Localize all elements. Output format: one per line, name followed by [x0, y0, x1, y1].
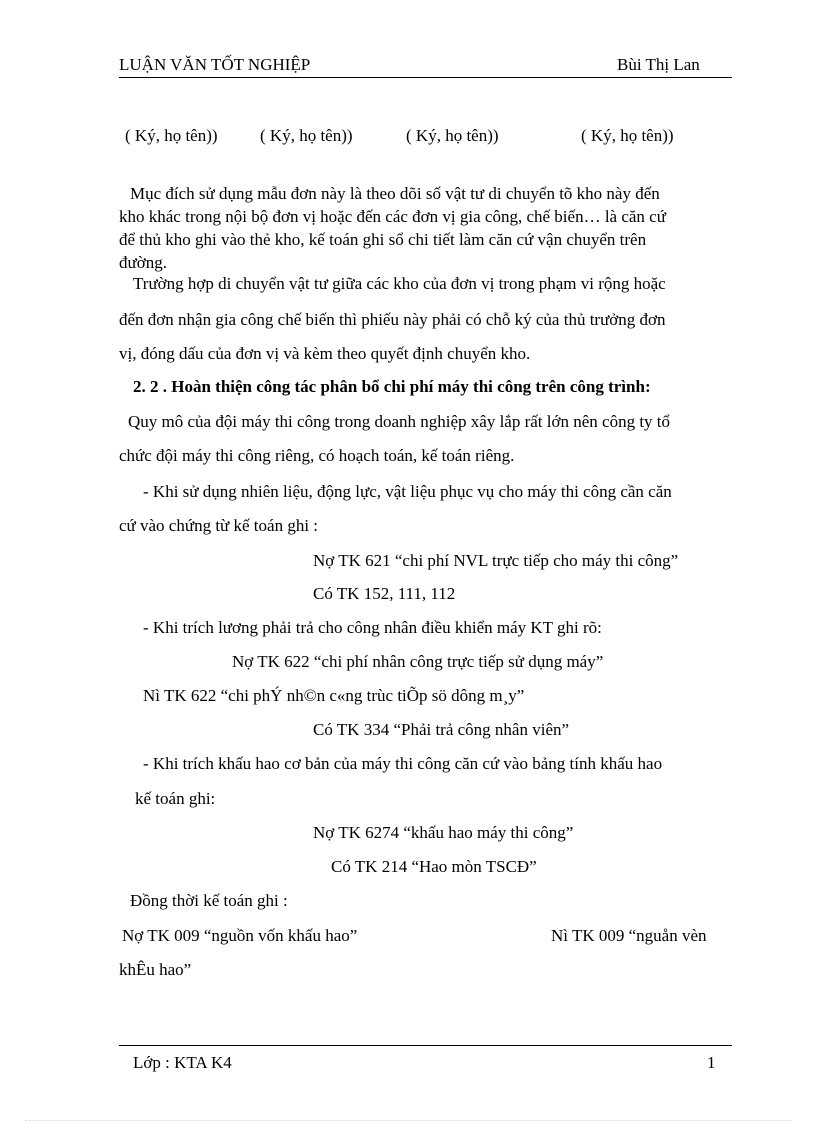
- footer-class: Lớp : KTA K4: [133, 1053, 232, 1072]
- footer-rule: [119, 1045, 732, 1046]
- paragraph-line: để thủ kho ghi vào thẻ kho, kế toán ghi sổ chi tiết làm căn cứ vận chuyển trên: [119, 230, 647, 249]
- journal-debit: Nợ TK 621 “chi phí NVL trực tiếp cho máy thi công”: [313, 551, 679, 570]
- journal-debit: Nợ TK 6274 “khấu hao máy thi công”: [313, 823, 574, 842]
- header-rule: [119, 77, 732, 78]
- signature-placeholder: ( Ký, họ tên)): [125, 126, 218, 145]
- signature-placeholder: ( Ký, họ tên)): [406, 126, 499, 145]
- paragraph-line: đường.: [119, 253, 167, 272]
- journal-debit-garbled: Nì TK 622 “chi phÝ nh©n c«ng trùc tiÕp sö dông m¸y”: [143, 686, 525, 705]
- journal-credit: Có TK 214 “Hao mòn TSCĐ”: [331, 857, 537, 876]
- paragraph-line: - Khi trích khấu hao cơ bản của máy thi công căn cứ vào bảng tính khấu hao: [143, 754, 663, 773]
- section-heading: 2. 2 . Hoàn thiện công tác phân bổ chi phí máy thi công trên công trình:: [133, 377, 651, 396]
- page-number: 1: [707, 1053, 716, 1072]
- journal-debit-garbled-cont: khÊu hao”: [119, 960, 192, 979]
- paragraph-line: cứ vào chứng từ kế toán ghi :: [119, 516, 319, 535]
- paragraph-line: Mục đích sử dụng mẫu đơn này là theo dõi số vật tư di chuyển tõ kho này đến: [130, 184, 660, 203]
- journal-credit: Có TK 152, 111, 112: [313, 584, 456, 603]
- paragraph-line: - Khi sử dụng nhiên liệu, động lực, vật liệu phục vụ cho máy thi công cần căn: [143, 482, 672, 501]
- signature-placeholder: ( Ký, họ tên)): [260, 126, 353, 145]
- paragraph-line: Trường hợp di chuyển vật tư giữa các kho của đơn vị trong phạm vi rộng hoặc: [133, 274, 666, 293]
- paragraph-line: kho khác trong nội bộ đơn vị hoặc đến các đơn vị gia công, chế biến… là căn cứ: [119, 207, 666, 226]
- paragraph-line: kế toán ghi:: [135, 789, 216, 808]
- header-title: LUẬN VĂN TỐT NGHIỆP: [119, 55, 311, 74]
- signature-placeholder: ( Ký, họ tên)): [581, 126, 674, 145]
- journal-debit: Nợ TK 009 “nguồn vốn khấu hao”: [122, 926, 358, 945]
- paragraph-line: đến đơn nhận gia công chế biến thì phiếu này phải có chỗ ký của thủ trưởng đơn: [119, 310, 666, 329]
- header-author: Bùi Thị Lan: [617, 55, 700, 74]
- paragraph-line: chức đội máy thi công riêng, có hoạch toán, kế toán riêng.: [119, 446, 515, 465]
- paragraph-line: Đồng thời kế toán ghi :: [130, 891, 288, 910]
- journal-debit: Nợ TK 622 “chi phí nhân công trực tiếp sử dụng máy”: [232, 652, 604, 671]
- page-edge-divider: [25, 1120, 791, 1121]
- journal-credit: Có TK 334 “Phải trả công nhân viên”: [313, 720, 570, 739]
- journal-debit-garbled: Nì TK 009 “nguån vèn: [551, 926, 707, 945]
- paragraph-line: - Khi trích lương phải trả cho công nhân điều khiển máy KT ghi rõ:: [143, 618, 602, 637]
- paragraph-line: Quy mô của đội máy thi công trong doanh nghiệp xây lắp rất lớn nên công ty tổ: [128, 412, 671, 431]
- paragraph-line: vị, đóng dấu của đơn vị và kèm theo quyết định chuyển kho.: [119, 344, 531, 363]
